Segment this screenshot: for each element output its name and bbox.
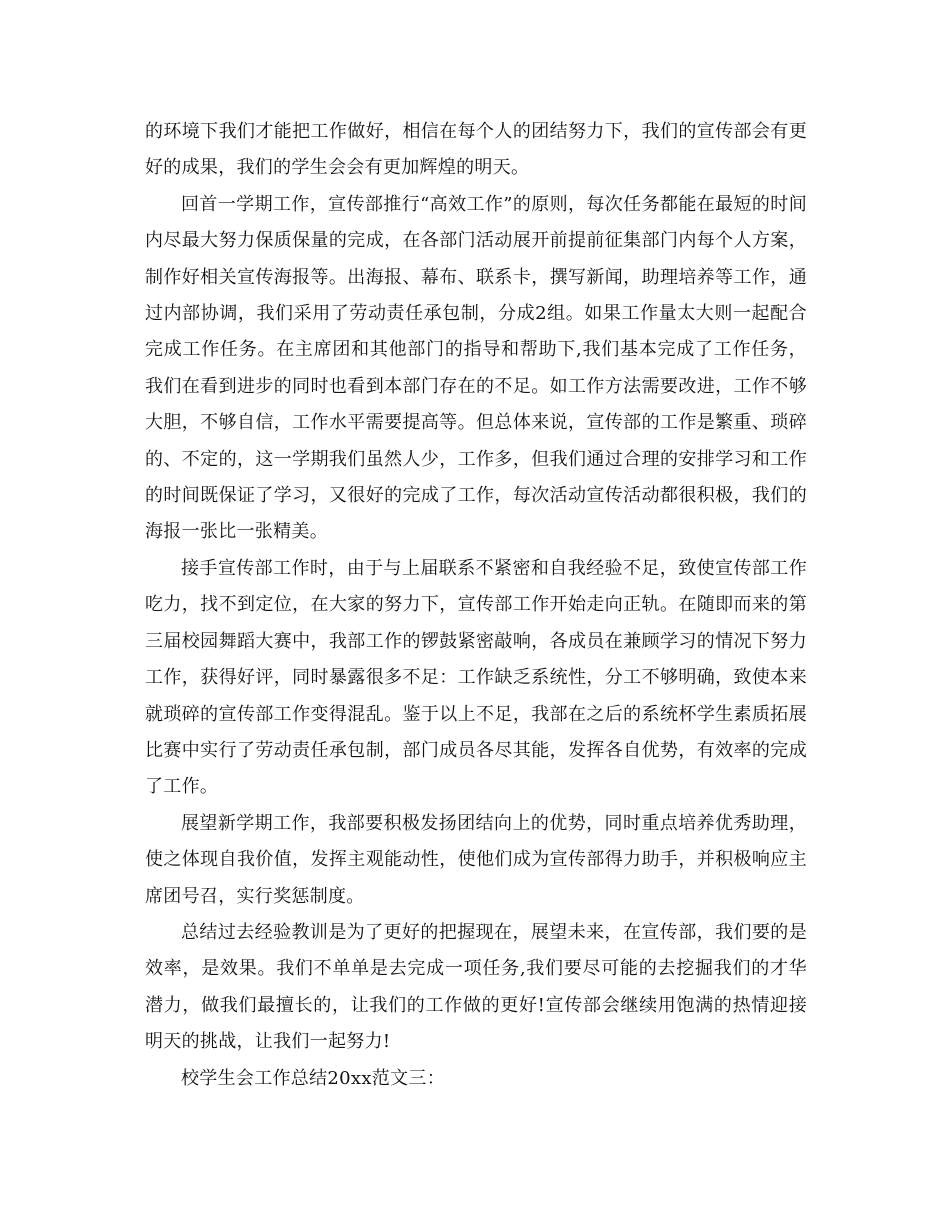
paragraph-outlook: 展望新学期工作，我部要积极发扬团结向上的优势，同时重点培养优秀助理，使之体现自我价值，发挥主观能动性，使他们成为宣传部得力助手，并积极响应主席团号召，实行奖惩制度。 <box>145 812 807 907</box>
section-heading-sample-three: 校学生会工作总结20xx范文三： <box>181 1067 446 1089</box>
document-body <box>145 114 807 1097</box>
paragraph-taking-over: 接手宣传部工作时，由于与上届联系不紧密和自我经验不足，致使宣传部工作吃力，找不到定位，在大家的努力下，宣传部工作开始走向正轨。在随即而来的第三届校园舞蹈大赛中，我部工作的锣鼓紧密敲响，各成员在兼顾学习的情况下努力工作，获得好评，同时暴露很多不足：工作缺乏系统性，分工不够明确，致使本来就琐碎的宣传部工作变得混乱。鉴于以上不足，我部在之后的系统杯学生素质拓展比赛中实行了劳动责任承包制，部门成员各尽其能，发挥各自优势，有效率的完成了工作。 <box>145 557 807 798</box>
paragraph-continuation: 的环境下我们才能把工作做好，相信在每个人的团结努力下，我们的宣传部会有更好的成果，我们的学生会会有更加辉煌的明天。 <box>145 121 807 179</box>
paragraph-conclusion: 总结过去经验教训是为了更好的把握现在，展望未来，在宣传部，我们要的是效率，是效果。我们不单单是去完成一项任务,我们要尽可能的去挖掘我们的才华潜力，做我们最擅长的，让我们的工作做的更好!宣传部会继续用饱满的热情迎接明天的挑战，让我们一起努力! <box>145 921 807 1053</box>
paragraph-semester-review: 回首一学期工作，宣传部推行“高效工作”的原则，每次任务都能在最短的时间内尽最大努力保质保量的完成，在各部门活动展开前提前征集部门内每个人方案，制作好相关宣传海报等。出海报、幕布、联系卡，撰写新闻，助理培养等工作，通过内部协调，我们采用了劳动责任承包制，分成2组。如果工作量太大则一起配合完成工作任务。在主席团和其他部门的指导和帮助下,我们基本完成了工作任务，我们在看到进步的同时也看到本部门存在的不足。如工作方法需要改进，工作不够大胆，不够自信，工作水平需要提高等。但总体来说，宣传部的工作是繁重、琐碎的、不定的，这一学期我们虽然人少，工作多，但我们通过合理的安排学习和工作的时间既保证了学习，又很好的完成了工作，每次活动宣传活动都很积极，我们的海报一张比一张精美。 <box>145 193 807 543</box>
